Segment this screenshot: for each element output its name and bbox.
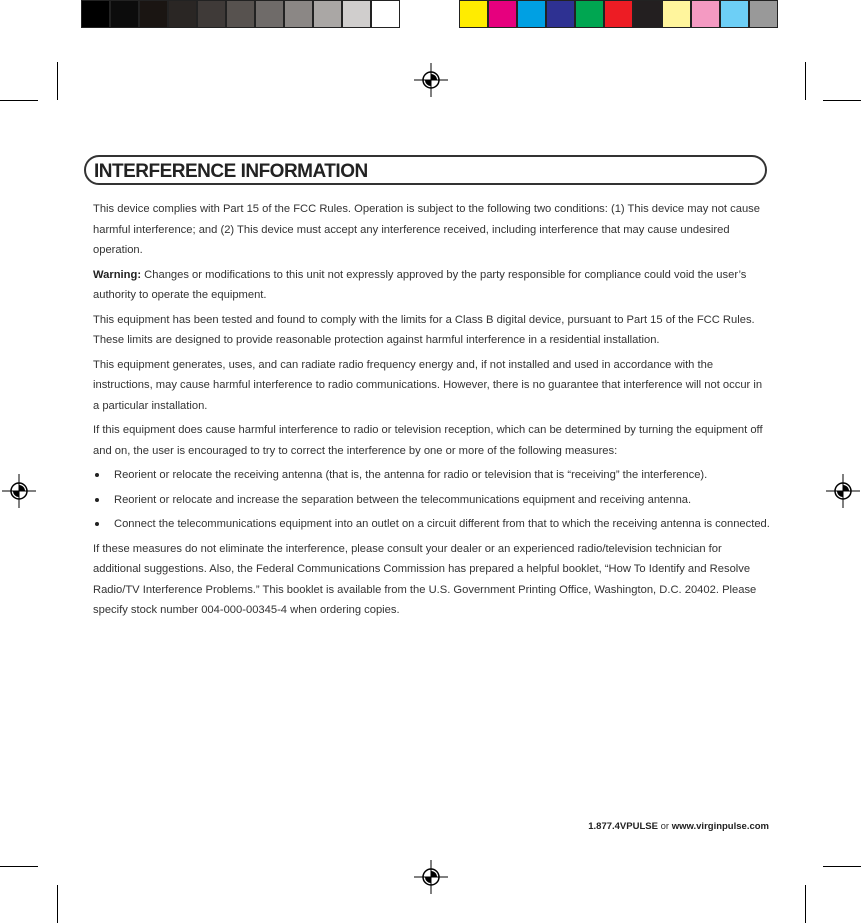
- website-link[interactable]: www.virginpulse.com: [671, 821, 769, 832]
- registration-target-icon: [414, 860, 448, 894]
- crop-mark: [0, 100, 38, 101]
- footer-or: or: [657, 821, 672, 832]
- color-swatch: [313, 0, 342, 28]
- color-swatch: [284, 0, 313, 28]
- registration-target-icon: [826, 474, 860, 508]
- paragraph: This equipment has been tested and found to comply with the limits for a Class B digital device, pursuant to Part 15 of the FCC Rules. These limits are designed to provide reasonable protection against harmful interference in a residential installation.: [93, 313, 755, 346]
- color-swatch: [749, 0, 778, 28]
- warning-text: Changes or modifications to this unit not expressly approved by the party responsible for compliance could void the user’s authority to operate the equipment.: [93, 268, 747, 301]
- color-swatch: [81, 0, 110, 28]
- color-swatch: [720, 0, 749, 28]
- crop-mark: [805, 62, 806, 100]
- crop-mark: [823, 866, 861, 867]
- footer-contact: [588, 821, 769, 832]
- gray-color-bar: [81, 0, 400, 30]
- crop-mark: [57, 62, 58, 100]
- color-swatch: [342, 0, 371, 28]
- color-swatch: [459, 0, 488, 28]
- list-item: Reorient or relocate the receiving antenna (that is, the antenna for radio or television that is “receiving” the interference).: [93, 465, 771, 486]
- color-swatch: [226, 0, 255, 28]
- color-swatch: [662, 0, 691, 28]
- color-swatch: [197, 0, 226, 28]
- registration-target-icon: [414, 63, 448, 97]
- measures-list: [93, 465, 771, 535]
- color-swatch: [168, 0, 197, 28]
- fcc-statement: [93, 199, 771, 625]
- color-swatch: [517, 0, 546, 28]
- color-swatch: [691, 0, 720, 28]
- color-swatch: [255, 0, 284, 28]
- color-swatch: [139, 0, 168, 28]
- color-swatch: [110, 0, 139, 28]
- section-heading-box: [84, 155, 767, 185]
- color-swatch: [488, 0, 517, 28]
- color-swatch: [604, 0, 633, 28]
- section-title: INTERFERENCE INFORMATION: [94, 161, 368, 182]
- color-swatch: [546, 0, 575, 28]
- registration-target-icon: [2, 474, 36, 508]
- paragraph: If this equipment does cause harmful interference to radio or television reception, which can be determined by turning the equipment off and on, the user is encouraged to try to correct the interference by one or more of the following measures:: [93, 424, 763, 457]
- color-swatch: [371, 0, 400, 28]
- list-item: Connect the telecommunications equipment into an outlet on a circuit different from that to which the receiving antenna is connected.: [93, 514, 771, 535]
- paragraph: This device complies with Part 15 of the FCC Rules. Operation is subject to the following two conditions: (1) This device may not cause harmful interference; and (2) This device must accept any interference received, including interference that may cause undesired operation.: [93, 203, 760, 256]
- paragraph: This equipment generates, uses, and can radiate radio frequency energy and, if not installed and used in accordance with the instructions, may cause harmful interference to radio communications. However, there is no guarantee that interference will not occur in a particular installation.: [93, 358, 763, 412]
- paragraph: If these measures do not eliminate the interference, please consult your dealer or an experienced radio/television technician for additional suggestions. Also, the Federal Communications Commission has prepared a helpful booklet, “How To Identify and Resolve Radio/TV Interference Problems.” This booklet is available from the U.S. Government Printing Office, Washington, D.C. 20402. Please specify stock number 004-000-00345-4 when ordering copies.: [93, 542, 757, 616]
- crop-mark: [57, 885, 58, 923]
- crop-mark: [0, 866, 38, 867]
- crop-mark: [805, 885, 806, 923]
- crop-mark: [823, 100, 861, 101]
- color-swatch: [633, 0, 662, 28]
- list-item: Reorient or relocate and increase the separation between the telecommunications equipment and receiving antenna.: [93, 490, 771, 511]
- warning-paragraph: [93, 265, 771, 306]
- warning-label: Warning:: [93, 268, 142, 281]
- color-swatch: [575, 0, 604, 28]
- phone-number: 1.877.4VPULSE: [588, 821, 658, 832]
- process-color-bar: [459, 0, 778, 30]
